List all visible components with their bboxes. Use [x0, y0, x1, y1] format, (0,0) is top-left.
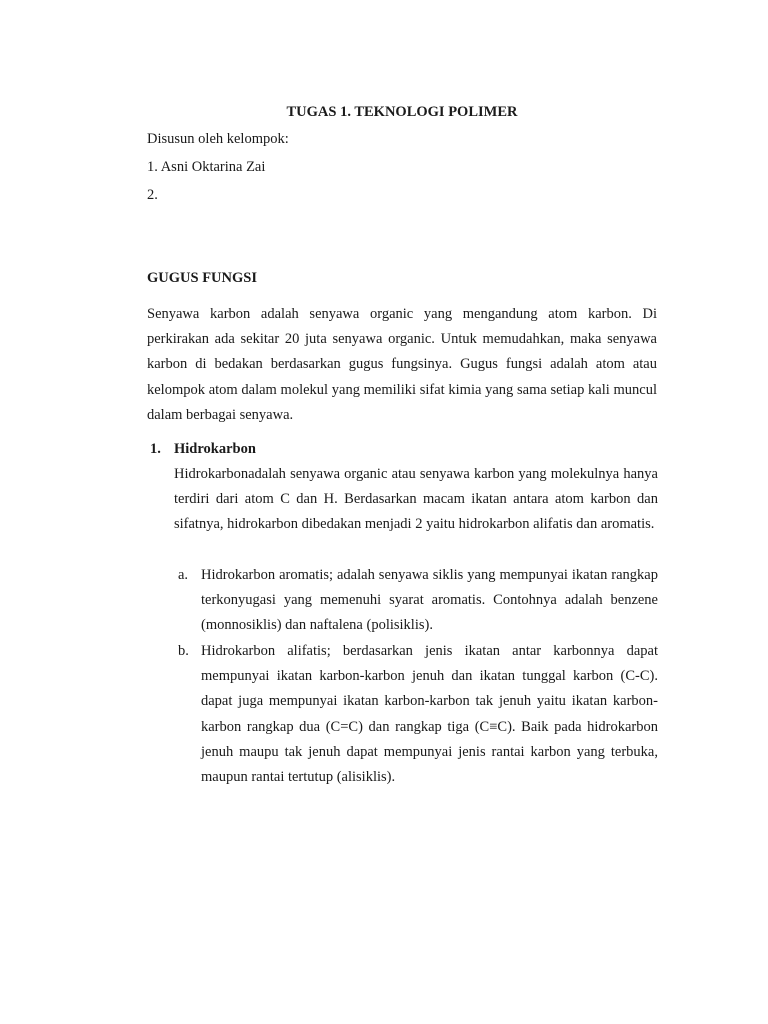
list-item-number: 1.: [150, 441, 161, 457]
sublist-marker-a: a.: [178, 567, 189, 583]
authors-label: Disusun oleh kelompok:: [147, 131, 289, 147]
sublist-marker-b: b.: [178, 643, 189, 659]
author-item-1: 1. Asni Oktarina Zai: [147, 159, 266, 175]
sublist-item-a: Hidrokarbon aromatis; adalah senyawa siklis yang mempunyai ikatan rangkap terkonyugasi yang memenuhi syarat aromatis. Contohnya adalah benzene (monnosiklis) dan naftalena (polisiklis).: [201, 567, 658, 634]
document-title: TUGAS 1. TEKNOLOGI POLIMER: [286, 104, 518, 120]
sublist-item-b: Hidrokarbon alifatis; berdasarkan jenis ikatan antar karbonnya dapat mempunyai ikatan karbon-karbon jenuh dan ikatan tunggal karbon (C-C). dapat juga mempunyai ikatan karbon-karbon tak jenuh yaitu ikatan karbon-karbon rangkap dua (C=C) dan rangkap tiga (C≡C). Baik pada hidrokarbon jenuh maupu tak jenuh dapat mempunyai jenis rantai karbon yang terbuka, maupun rantai tertutup (alisiklis).: [201, 643, 658, 786]
author-item-2: 2.: [147, 187, 158, 203]
list-item-body: Hidrokarbonadalah senyawa organic atau senyawa karbon yang molekulnya hanya terdiri dari atom C dan H. Berdasarkan macam ikatan antara atom karbon dan sifatnya, hidrokarbon dibedakan menjadi 2 yaitu hidrokarbon alifatis dan aromatis.: [174, 466, 658, 533]
section-heading: GUGUS FUNGSI: [147, 270, 257, 286]
list-item-title: Hidrokarbon: [174, 441, 256, 457]
intro-paragraph: Senyawa karbon adalah senyawa organic yang mengandung atom karbon. Di perkirakan ada sekitar 20 juta senyawa organic. Untuk memudahkan, maka senyawa karbon di bedakan berdasarkan gugus fungsinya. Gugus fungsi adalah atom atau kelompok atom dalam molekul yang memiliki sifat kimia yang sama setiap kali muncul dalam berbagai senyawa.: [147, 306, 657, 423]
